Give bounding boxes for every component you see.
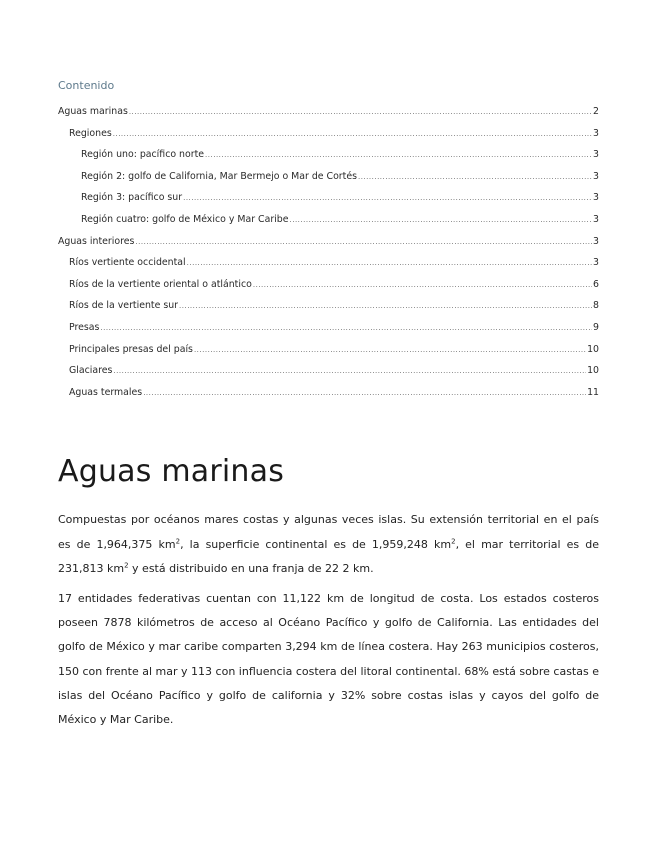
toc-entry[interactable] xyxy=(58,166,599,188)
toc-entry-text: Región 3: pacífico sur xyxy=(81,192,183,204)
toc-entry-text: Región cuatro: golfo de México y Mar Caribe xyxy=(81,213,289,225)
paragraph-text: y está distribuido en una franja de 22 2 km. xyxy=(128,561,374,575)
toc-entry-page: 3 xyxy=(593,257,599,269)
toc-entry-page: 3 xyxy=(593,235,599,247)
paragraph-text: , la superficie continental es de 1,959,248 km xyxy=(180,537,452,551)
toc-entry[interactable] xyxy=(58,252,599,274)
toc-leader xyxy=(183,187,592,210)
toc-leader xyxy=(358,166,592,189)
toc-entry-text: Aguas termales xyxy=(69,386,143,398)
toc-leader xyxy=(194,339,586,362)
toc-entry[interactable] xyxy=(58,274,599,296)
superscript: 2 xyxy=(451,536,456,545)
toc-entry[interactable] xyxy=(58,382,599,404)
toc-leader xyxy=(135,231,592,254)
toc-entry-page: 3 xyxy=(593,127,599,139)
toc-entry[interactable] xyxy=(58,231,599,253)
toc-heading: Contenido xyxy=(58,79,115,92)
toc-entry-page: 3 xyxy=(593,170,599,182)
toc-leader xyxy=(187,252,592,275)
toc-entry[interactable] xyxy=(58,209,599,231)
toc-entry-page: 2 xyxy=(593,106,599,117)
toc-leader xyxy=(290,209,593,232)
toc-entry-page: 10 xyxy=(587,365,599,377)
toc-entry[interactable] xyxy=(58,187,599,209)
body-paragraph xyxy=(58,508,599,581)
toc-entry[interactable] xyxy=(58,317,599,339)
toc-entry-text: Glaciares xyxy=(69,365,113,377)
toc-entry-page: 9 xyxy=(593,321,599,333)
toc-entry-text: Región 2: golfo de California, Mar Bermejo o Mar de Cortés xyxy=(81,170,357,182)
toc-entry-text: Ríos de la vertiente sur xyxy=(69,300,179,312)
toc-entry-page: 6 xyxy=(593,278,599,290)
document-page xyxy=(58,77,599,732)
toc-leader xyxy=(129,101,592,124)
toc-entry-text: Ríos vertiente occidental xyxy=(69,257,186,269)
toc-leader xyxy=(179,295,592,318)
toc-entry-text: Región uno: pacífico norte xyxy=(81,149,205,161)
superscript: 2 xyxy=(175,536,181,545)
toc-entry[interactable] xyxy=(58,360,599,382)
toc-leader xyxy=(113,360,586,383)
paragraph-text: Compuestas por océanos mares costas y algunas veces islas. Su extensión territorial en el país es de 1,964,375 km xyxy=(58,513,599,551)
toc-leader xyxy=(143,382,586,405)
toc-entry-page: 8 xyxy=(593,300,599,312)
toc-entry-text: Aguas interiores xyxy=(58,235,135,247)
toc-entry[interactable] xyxy=(58,123,599,145)
toc-entry-text: Ríos de la vertiente oriental o atlántico xyxy=(69,278,252,290)
toc-entry-text: Presas xyxy=(69,321,100,333)
paragraph-text: , el mar territorial es de 231,813 km xyxy=(58,537,599,575)
toc-entry-text: Aguas marinas xyxy=(58,106,128,117)
body-paragraph: 17 entidades federativas cuentan con 11,122 km de longitud de costa. Los estados costeros poseen 7878 kilómetros de acceso al Océano Pacífico y golfo de California. Las entidades del golfo de México y mar caribe comparten 3,294 km de línea costera. Hay 263 municipios costeros, 150 con frente al mar y 113 con influencia costera del litoral continental. 68% está sobre castas e islas del Océano Pacífico y golfo de california y 32% sobre costas islas y cayos del golfo de México y Mar Caribe. xyxy=(58,591,599,726)
toc-entry-page: 3 xyxy=(593,149,599,161)
toc-entry[interactable] xyxy=(58,295,599,317)
toc-entry-text: Principales presas del país xyxy=(69,343,193,355)
toc-entry[interactable] xyxy=(58,101,599,123)
toc-entry-page: 3 xyxy=(593,213,599,225)
toc-entry[interactable] xyxy=(58,144,599,166)
toc-leader xyxy=(205,144,592,167)
section-heading: Aguas marinas xyxy=(58,454,285,490)
toc-leader xyxy=(113,123,592,146)
toc-leader xyxy=(100,317,592,340)
toc-entry-page: 3 xyxy=(593,192,599,204)
toc-leader xyxy=(253,274,592,297)
toc-entry[interactable] xyxy=(58,339,599,361)
superscript: 2 xyxy=(124,561,129,570)
toc-entry-page: 11 xyxy=(587,386,599,398)
table-of-contents xyxy=(58,101,599,403)
toc-entry-text: Regiones xyxy=(69,127,112,139)
toc-entry-page: 10 xyxy=(587,343,599,355)
